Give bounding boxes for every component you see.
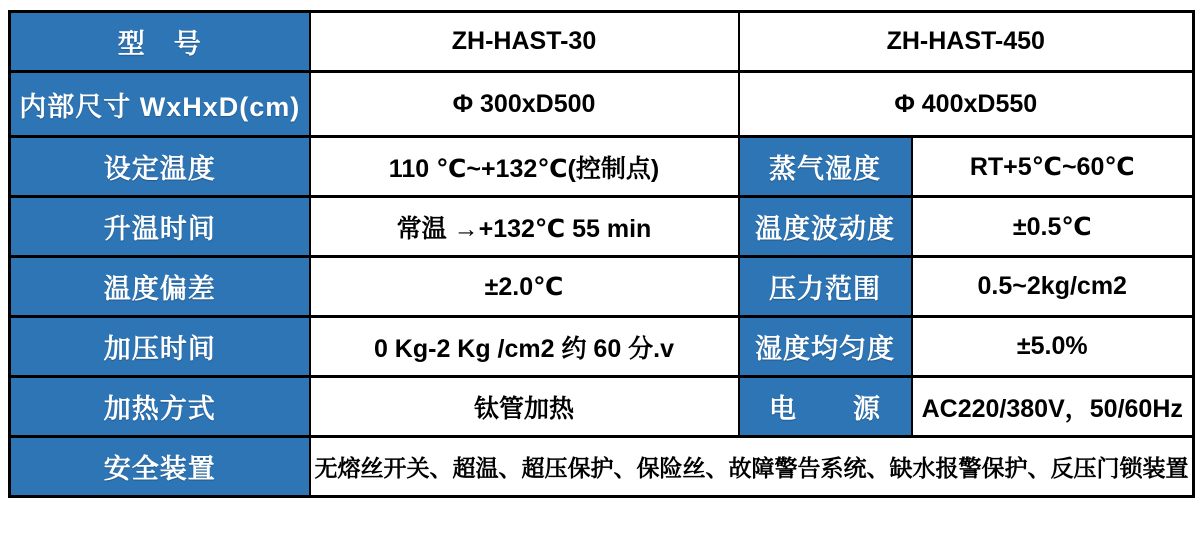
set-temperature-value: 110 ℃~+132℃(控制点) <box>310 137 739 197</box>
dimensions-value-right: Φ 400xD550 <box>739 72 1194 137</box>
table-row-heating-method <box>10 377 1194 437</box>
pressurize-time-value: 0 Kg-2 Kg /cm2 约 60 分.v <box>310 317 739 377</box>
row-label-safety-devices: 安全装置 <box>10 437 310 497</box>
row-label-heatup-time: 升温时间 <box>10 197 310 257</box>
row-label-temp-fluctuation: 温度波动度 <box>739 197 912 257</box>
row-label-humidity-uniformity: 湿度均匀度 <box>739 317 912 377</box>
heating-method-value: 钛管加热 <box>310 377 739 437</box>
row-label-model: 型 号 <box>10 12 310 72</box>
steam-humidity-value: RT+5℃~60℃ <box>912 137 1194 197</box>
table-row-inner-dimensions <box>10 72 1194 137</box>
row-label-steam-humidity: 蒸气湿度 <box>739 137 912 197</box>
row-label-pressure-range: 压力范围 <box>739 257 912 317</box>
heatup-time-value: 常温 →+132℃ 55 min <box>310 197 739 257</box>
row-label-inner-dimensions: 内部尺寸 WxHxD(cm) <box>10 72 310 137</box>
humidity-uniformity-value: ±5.0% <box>912 317 1194 377</box>
power-supply-value: AC220/380V，50/60Hz <box>912 377 1194 437</box>
row-label-temp-deviation: 温度偏差 <box>10 257 310 317</box>
table-row-pressurize-time <box>10 317 1194 377</box>
table-row-temp-deviation <box>10 257 1194 317</box>
model-value-right: ZH-HAST-450 <box>739 12 1194 72</box>
temp-deviation-value: ±2.0℃ <box>310 257 739 317</box>
pressure-range-value: 0.5~2kg/cm2 <box>912 257 1194 317</box>
row-label-pressurize-time: 加压时间 <box>10 317 310 377</box>
table-row-set-temperature <box>10 137 1194 197</box>
row-label-set-temperature: 设定温度 <box>10 137 310 197</box>
table-row-heatup-time <box>10 197 1194 257</box>
table-row-safety-devices <box>10 437 1194 497</box>
spec-table <box>8 10 1195 498</box>
row-label-power-supply: 电 源 <box>739 377 912 437</box>
row-label-heating-method: 加热方式 <box>10 377 310 437</box>
dimensions-value-left: Φ 300xD500 <box>310 72 739 137</box>
model-value-left: ZH-HAST-30 <box>310 12 739 72</box>
temp-fluctuation-value: ±0.5℃ <box>912 197 1194 257</box>
safety-devices-value: 无熔丝开关、超温、超压保护、保险丝、故障警告系统、缺水报警保护、反压门锁装置 <box>310 437 1194 497</box>
table-row-model <box>10 12 1194 72</box>
